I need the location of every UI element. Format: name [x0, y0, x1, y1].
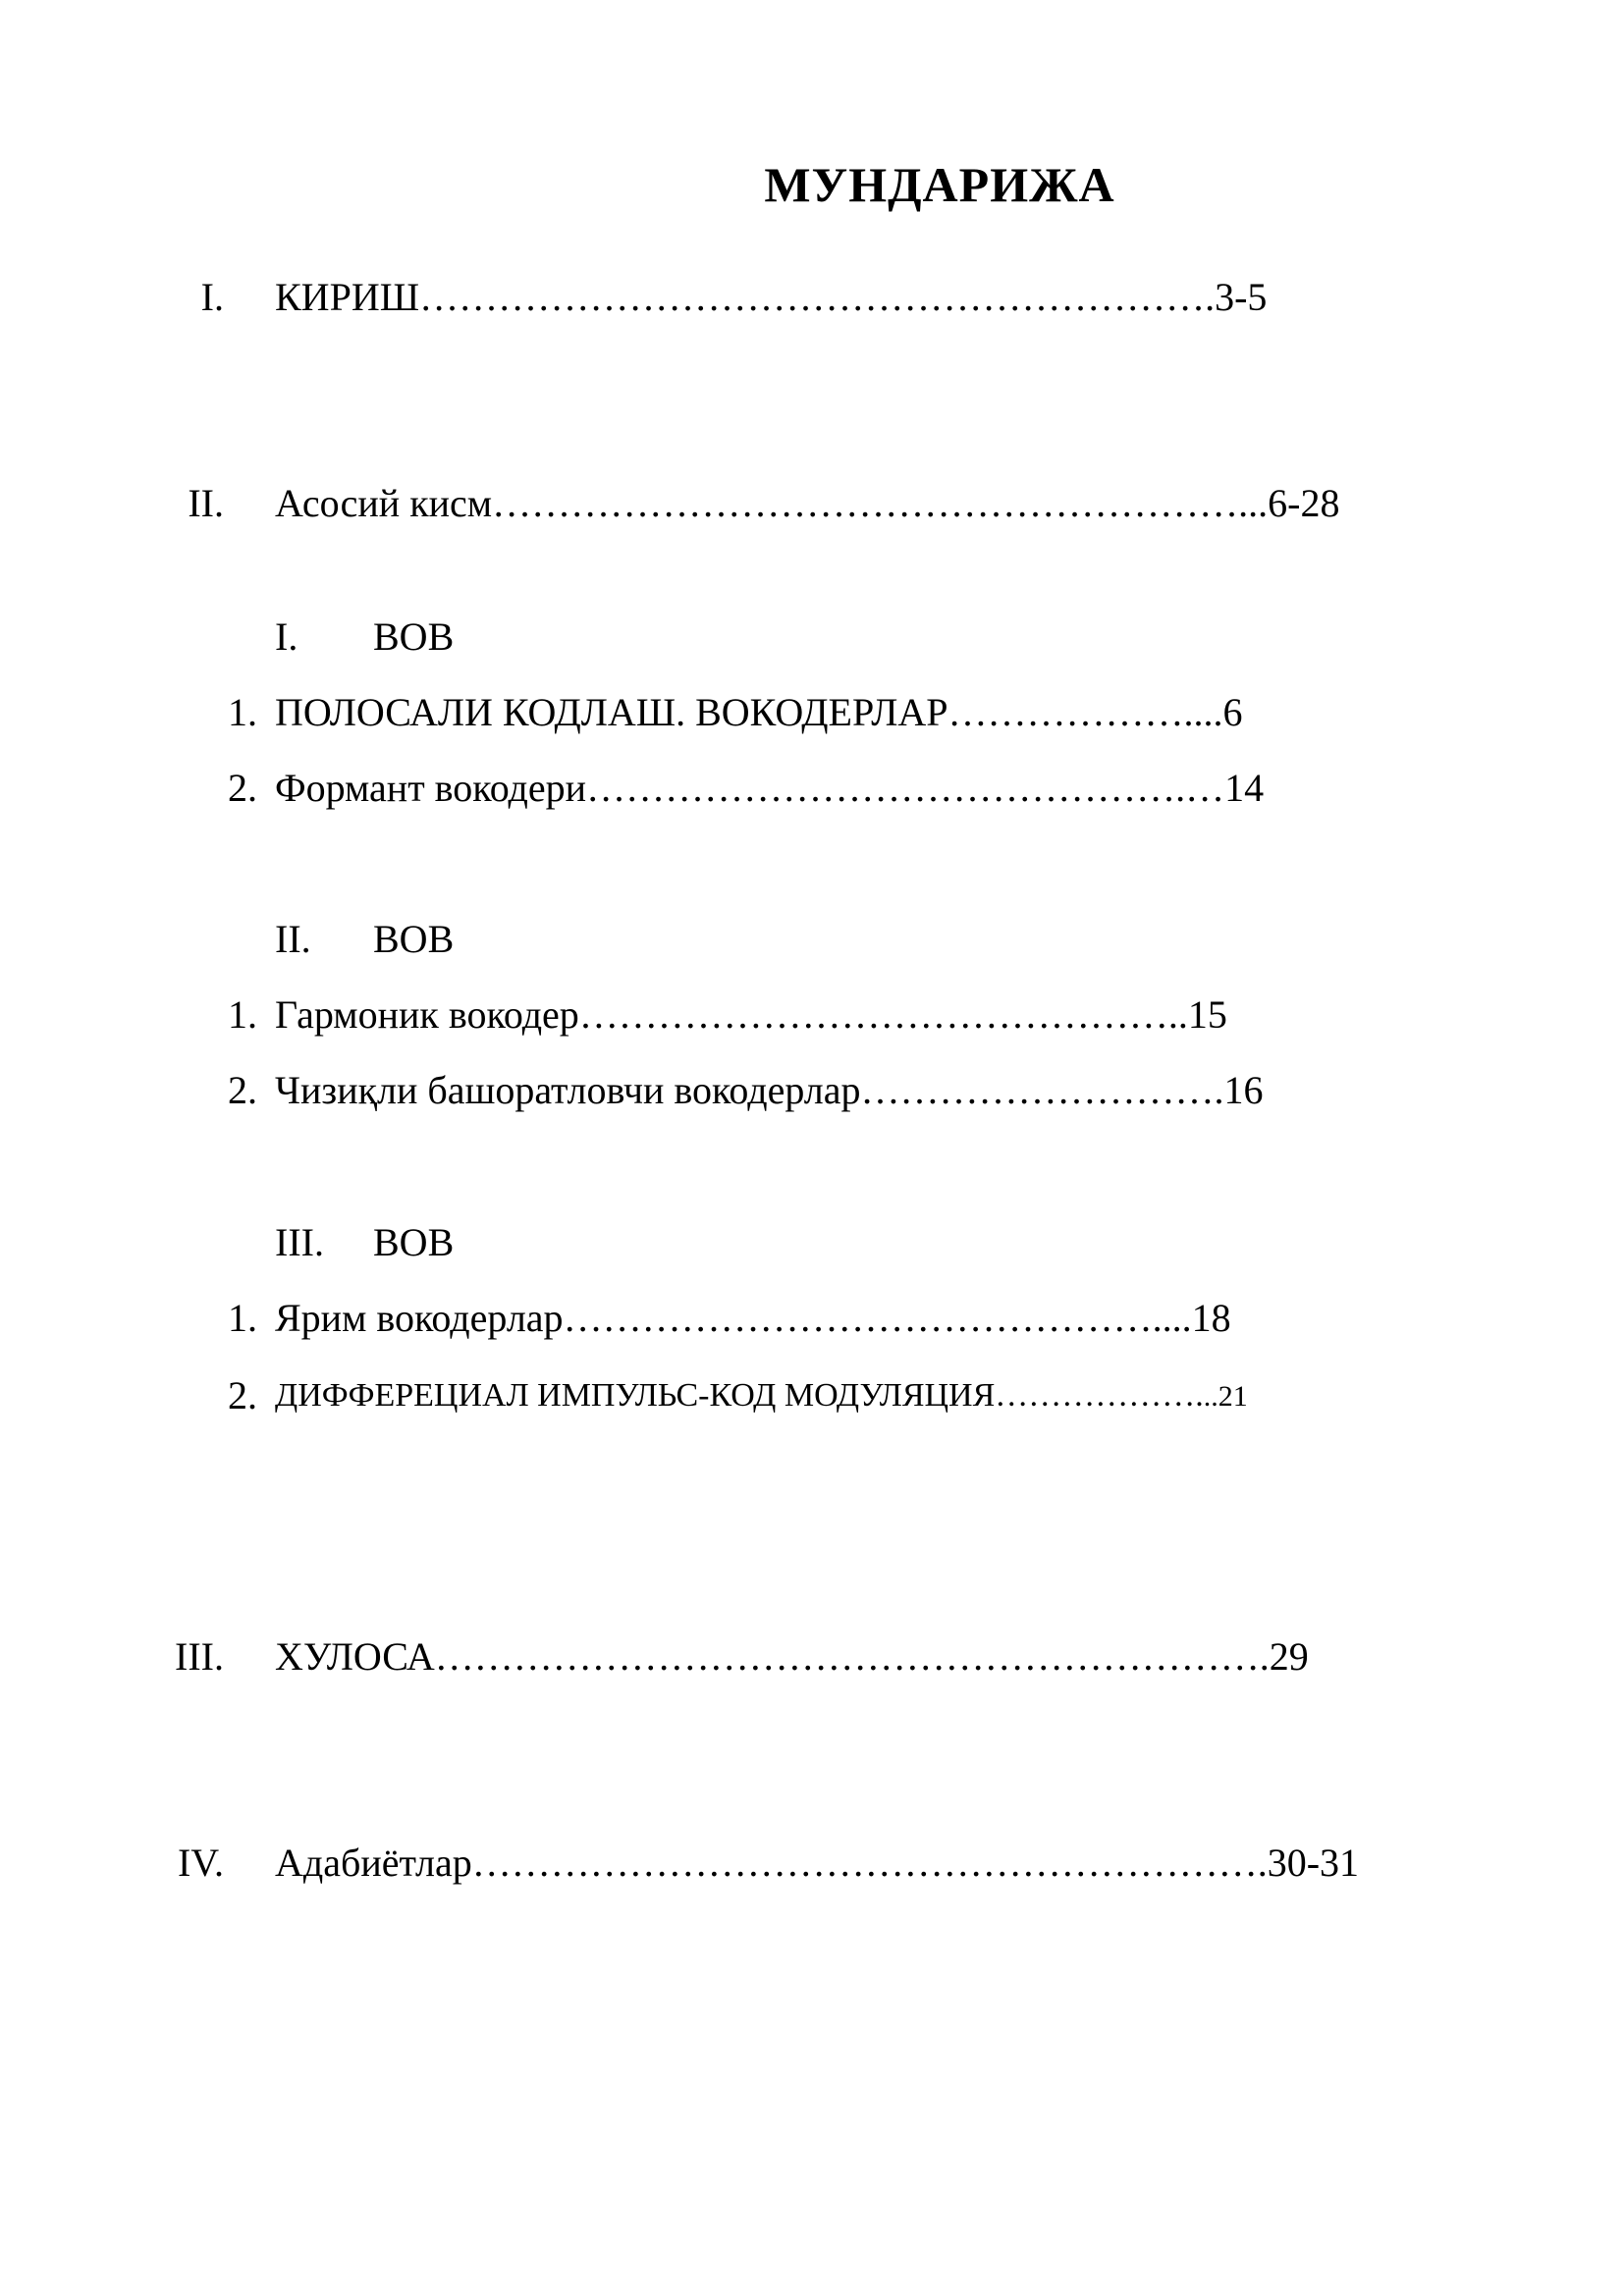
- page-reference: .29: [1259, 1634, 1309, 1679]
- page-reference: ..21: [1203, 1380, 1248, 1413]
- section-label: КИРИШ: [275, 275, 420, 319]
- leader-dots: ………………………………………………………: [434, 1634, 1260, 1679]
- item-label: ДИФФЕРЕЦИАЛ ИМПУЛЬС-КОД МОДУЛЯЦИЯ: [275, 1377, 996, 1414]
- leader-dots: ……………………………………….: [563, 1296, 1163, 1340]
- chapter-label: ВОВ: [373, 614, 455, 659]
- item-number: 2.: [228, 1068, 257, 1112]
- page-reference: ...6: [1193, 690, 1243, 734]
- chapter-number: I.: [275, 614, 298, 659]
- item-label: Чизиқли башоратловчи вокодерлар: [275, 1068, 861, 1112]
- leader-dots: ……………….: [947, 690, 1194, 734]
- item-number: 1.: [228, 690, 257, 734]
- item-label: Формант вокодери: [275, 766, 587, 810]
- leader-dots: ……………………………………….: [578, 992, 1178, 1037]
- page-reference: .30-31: [1257, 1841, 1360, 1885]
- item-label: ПОЛОСАЛИ КОДЛАШ. ВОКОДЕРЛАР: [275, 690, 948, 734]
- item-entry: [275, 764, 1264, 813]
- section-number: II.: [188, 481, 224, 525]
- section-entry: [275, 479, 1339, 528]
- leader-dots: …………………………………………………….: [419, 275, 1216, 319]
- item-label: Ярим вокодерлар: [275, 1296, 564, 1340]
- chapter-label: ВОВ: [373, 1220, 455, 1264]
- page-reference: 16: [1223, 1068, 1264, 1112]
- section-label: ХУЛОСА: [275, 1634, 435, 1679]
- section-entry: [275, 273, 1267, 322]
- page-title: МУНДАРИЖА: [764, 157, 1115, 212]
- item-entry: [275, 1066, 1264, 1115]
- item-entry: [275, 688, 1242, 737]
- chapter-number: II.: [275, 917, 311, 961]
- section-number: III.: [175, 1634, 224, 1679]
- item-entry: [275, 990, 1227, 1040]
- section-entry: [275, 1839, 1359, 1888]
- item-number: 2.: [228, 766, 257, 810]
- item-entry: [275, 1371, 1248, 1421]
- section-entry: [275, 1632, 1309, 1682]
- page-reference: ...18: [1162, 1296, 1231, 1340]
- chapter-label: ВОВ: [373, 917, 455, 961]
- leader-dots: ……………….: [995, 1377, 1204, 1414]
- leader-dots: ……………………………………….…: [586, 766, 1225, 810]
- page-reference: 6-28: [1268, 481, 1340, 525]
- chapter-number: III.: [275, 1220, 324, 1264]
- section-number: I.: [200, 275, 224, 319]
- item-number: 1.: [228, 992, 257, 1037]
- item-label: Гармоник вокодер: [275, 992, 579, 1037]
- leader-dots: ……………………………………………………: [471, 1841, 1258, 1885]
- page-reference: 3-5: [1215, 275, 1268, 319]
- page-reference: .15: [1177, 992, 1227, 1037]
- item-number: 1.: [228, 1296, 257, 1340]
- leader-dots: …………………………………………………...: [492, 481, 1269, 525]
- page-reference: 14: [1224, 766, 1265, 810]
- item-entry: [275, 1294, 1231, 1343]
- section-label: Асосий кисм: [275, 481, 493, 525]
- item-number: 2.: [228, 1373, 257, 1417]
- section-number: IV.: [177, 1841, 224, 1885]
- section-label: Адабиётлар: [275, 1841, 472, 1885]
- leader-dots: ……………………….: [860, 1068, 1224, 1112]
